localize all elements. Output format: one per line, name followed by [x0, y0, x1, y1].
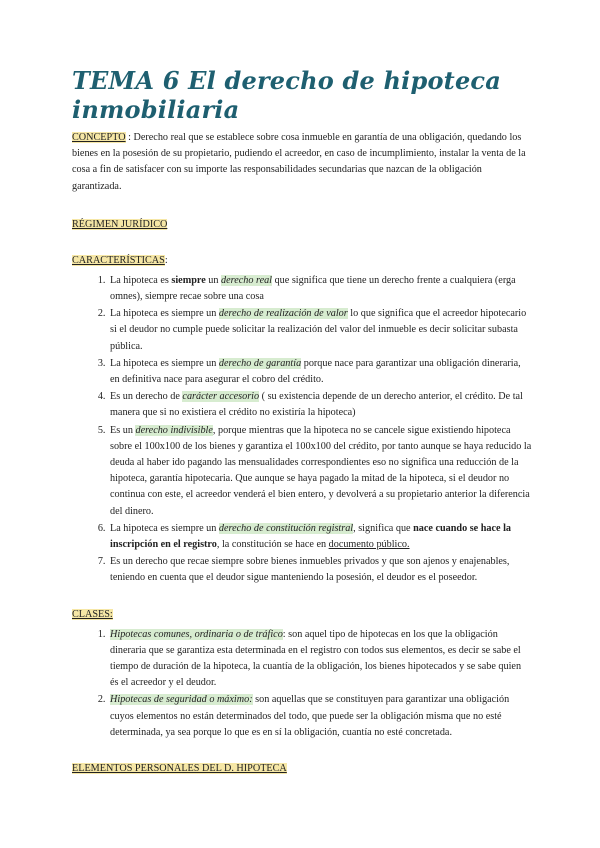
list-item: 6. La hipoteca es siempre un derecho de constitución registral, significa que nace cuando se hace la inscripción en el registro, la constitución se hace en documento público.	[108, 521, 532, 553]
list-item: 2. La hipoteca es siempre un derecho de realización de valor lo que significa que el acreedor hipotecario si el deudor no cumple puede solicitar la realización del valor del inmueble es decir solicitar subasta pública.	[108, 306, 532, 355]
list-item: 1. Hipotecas comunes, ordinaria o de tráfico: son aquel tipo de hipotecas en los que la obligación dineraria que se garantiza esta determinada en el registro con todos sus elementos, es decir se sabe el tiempo de duración de la hipoteca, la cuantía de la obligación, los bienes hipotecados y se sabe quien és el acreedor y el deudor.	[108, 627, 532, 692]
list-item: 2. Hipotecas de seguridad o máximo: son aquellas que se constituyen para garantizar una obligación cuyos elementos no están determinados del todo, que puede ser la obligación misma que no esté determinada, ya sea porque lo que es en sí la obligación, cuantía no esté concretada.	[108, 692, 532, 741]
list-item: 3. La hipoteca es siempre un derecho de garantía porque nace para garantizar una obligación dineraria, en definitiva nace para asegurar el cobro del crédito.	[108, 356, 532, 388]
regimen-heading: RÉGIMEN JURÍDICO	[72, 218, 168, 230]
clases-heading: CLASES:	[72, 608, 113, 620]
concepto-text: : Derecho real que se establece sobre cosa inmueble en garantía de una obligación, quedando los bienes en la posesión de su propietario, pudiendo el acreedor, en caso de incumplimiento, instalar la venta de la cosa a fin de satisfacer con su importe las responsabilidades secundarias que nazcan de la obligación garantizada.	[72, 132, 526, 192]
concepto-label: CONCEPTO	[72, 132, 126, 143]
clases-list	[72, 627, 532, 741]
list-item: 1. La hipoteca es siempre un derecho real que significa que tiene un derecho frente a cualquiera (erga omnes), siempre recae sobre una cosa	[108, 273, 532, 305]
list-item: 4. Es un derecho de carácter accesorio ( su existencia depende de un derecho anterior, el crédito. De tal manera que si no existiera el crédito no existiría la hipoteca)	[108, 389, 532, 421]
caracteristicas-heading: CARACTERÍSTICAS:	[72, 254, 168, 266]
page-title: TEMA 6 El derecho de hipoteca inmobiliaria	[72, 66, 501, 124]
document-page	[72, 66, 532, 777]
list-item: 7. Es un derecho que recae siempre sobre bienes inmuebles privados y que son ajenos y enajenables, teniendo en cuenta que el deudor sigue manteniendo la posesión, el deudor es el poseedor.	[108, 554, 532, 586]
list-item: 5. Es un derecho indivisible, porque mientras que la hipoteca no se cancele sigue existiendo hipoteca sobre el 100x100 de los bienes y garantiza el 100x100 del crédito, por tanto aunque se haya reducido la deuda al haber ido pagando las mensualidades correspondientes eso no significa una reducción de la hipoteca, garantía hipotecaria. Que aunque se haya pagado la mitad de la hipoteca, si el deudor no continua con este, el acreedor venderá el bien entero, y devolverá a su propietario anterior la diferencia del dinero.	[108, 423, 532, 520]
elementos-heading: ELEMENTOS PERSONALES DEL D. HIPOTECA	[72, 763, 287, 775]
concepto-paragraph	[72, 130, 532, 195]
caracteristicas-list	[72, 273, 532, 587]
